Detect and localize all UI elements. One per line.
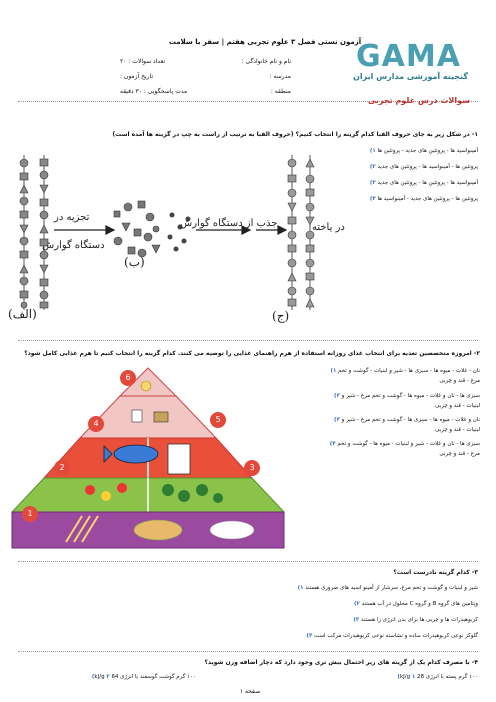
q4-option-2[interactable]	[92, 674, 196, 680]
option-text: آمینواسید ها - پروتئین های جدید - پروتئین ها	[377, 148, 478, 154]
q1-option-3[interactable]	[370, 180, 478, 186]
label-b: (ب)	[124, 255, 145, 269]
label-c: (ج)	[272, 309, 290, 323]
q3-option-2[interactable]	[354, 601, 478, 607]
option-text-cont: مرغ - قند و چربی	[439, 451, 480, 457]
q2-option-4[interactable]	[300, 441, 480, 457]
option-text: سبزی ها - نان و غلات - میوه ها - گوشت و تخم مرغ - شیر و	[341, 393, 480, 399]
option-number: ۲)	[91, 674, 110, 680]
label-a: (الف)	[8, 307, 37, 321]
option-number: ۲)	[369, 164, 376, 170]
school-label: مدرسه :	[269, 73, 291, 80]
pyramid-number-5: 5	[215, 415, 221, 424]
option-number: ۱)	[397, 674, 416, 680]
option-number: ۴)	[329, 441, 336, 447]
option-text: سبزی ها - نان و غلات - شیر و لبنیات - میوه ها - گوشت و تخم	[337, 441, 480, 447]
divider-q3	[18, 651, 478, 652]
option-text: کربوهیدرات ها و چربی ها برای بدن انرژی زا هستند	[360, 617, 478, 623]
option-text-cont: مرغ - قند و چربی	[439, 378, 480, 384]
option-text-cont: لبنیات - قند و چربی	[435, 427, 480, 433]
page-number: صفحه ۱	[239, 688, 261, 695]
option-number: ۳)	[369, 180, 376, 186]
q1-option-1[interactable]	[370, 148, 478, 154]
region-label: منطقه :	[270, 88, 291, 95]
q1-option-4[interactable]	[370, 196, 478, 202]
food-pyramid	[8, 362, 288, 550]
q2-option-2[interactable]	[300, 393, 480, 409]
duration-label: مدت پاسخگویی : ۳۰ دقیقه	[120, 88, 188, 95]
logo-text: GAMA	[356, 39, 461, 74]
question-4: ۴- با مصرف کدام یک از گزینه های زیر احتمال بیش تری وجود دارد که دچار اضافه وزن شوید؟	[204, 659, 478, 666]
option-number: ۳)	[353, 617, 360, 623]
pyramid-number-2: 2	[59, 463, 65, 472]
pyramid-number-6: 6	[125, 373, 131, 382]
option-text: گلوکز نوعی کربوهیدرات ساده و نشاسته نوعی کربوهیدرات مرکب است	[314, 633, 478, 639]
option-number: ۳)	[334, 417, 340, 423]
option-text: نان و غلات - میوه ها - سبزی ها - گوشت و تخم مرغ - شیر و	[341, 417, 480, 423]
label-in-cell: در یاخته	[312, 222, 345, 233]
q2-option-1[interactable]	[300, 368, 480, 384]
chain-b	[114, 201, 160, 257]
option-text: ۱۰۰ گرم گوشت گوسفند با انرژی 64 kJ/g	[94, 674, 196, 680]
question-1: ۱- در شکل زیر به جای حروف الفبا کدام گزینه را انتخاب کنیم؟ (حروف الفبا به ترتیب از راست به چپ در گزینه ها آمده است)	[112, 131, 478, 138]
option-number: ۱)	[297, 585, 304, 591]
pyramid-level-2	[80, 396, 216, 438]
pyramid-number-3: 3	[249, 463, 255, 472]
q2-option-3[interactable]	[300, 417, 480, 433]
label-digest-1: تجزیه در	[54, 212, 90, 223]
option-text: ۱۰۰ گرم پسته با انرژی 28 kJ/g	[400, 674, 478, 680]
option-text: ویتامین های گروه B و گروه C محلول در آب هستند	[361, 601, 478, 607]
section-title: سوالات درس علوم تجربی	[367, 96, 470, 105]
q4-option-1[interactable]	[397, 674, 478, 680]
question-count-label: تعداد سوالات : ۲۰	[120, 58, 166, 65]
option-number: ۱)	[330, 368, 337, 374]
q3-option-1[interactable]	[298, 585, 478, 591]
question-3: ۳- کدام گزینه نادرست است؟	[393, 569, 478, 576]
option-number: ۴)	[369, 196, 376, 202]
q3-option-3[interactable]	[353, 617, 478, 623]
divider-q2	[18, 561, 478, 562]
question-2: ۲- امروزه متخصصین تغذیه برای انتخاب غذای روزانه استفاده از هرم راهنمای غذایی را توصیه می کنند. کدام گزینه را انتخاب کنیم تا هرم غذایی کامل شود؟	[24, 350, 480, 357]
option-text: پروتئین ها - پروتئین های جدید - آمینواسید ها	[377, 196, 478, 202]
option-number: ۲)	[334, 393, 340, 399]
label-digest-2: دستگاه گوارش	[42, 240, 105, 251]
option-text-cont: لبنیات - قند و چربی	[435, 403, 480, 409]
option-number: ۲)	[354, 601, 360, 607]
chain-c	[288, 155, 314, 310]
option-text: شیر و لبنیات و گوشت و تخم مرغ، سرشار از آمینو اسید های ضروری هستند	[305, 585, 478, 591]
option-number: ۱)	[369, 148, 376, 154]
pyramid-number-4: 4	[93, 419, 99, 428]
pyramid-number-1: 1	[27, 509, 33, 518]
divider-q1	[18, 340, 478, 341]
exam-title: آزمون نستی فصل ۳ علوم تجربی هفتم | سفر با سلامت	[168, 38, 362, 46]
q3-option-4[interactable]	[306, 633, 478, 639]
name-label: نام و نام خانوادگی :	[241, 58, 291, 65]
option-text: نان - غلات - میوه ها - سبزی ها - شیر و لبنیات - گوشت و تخم	[338, 368, 480, 374]
q1-option-2[interactable]	[370, 164, 478, 170]
exam-date-label: تاریخ آزمون :	[120, 73, 154, 80]
option-number: ۴)	[306, 633, 313, 639]
label-absorb: جذب از دستگاه گوارش	[180, 218, 278, 229]
option-text: آمینواسید ها - پروتئین ها - پروتئین های جدید	[377, 180, 478, 186]
chain-a	[20, 155, 48, 310]
logo-subtitle: گنجینه آموزشی مدارس ایران	[353, 72, 468, 81]
gama-logo	[353, 39, 468, 84]
option-text: پروتئین ها - آمینواسید ها - پروتئین های جدید	[377, 164, 478, 170]
